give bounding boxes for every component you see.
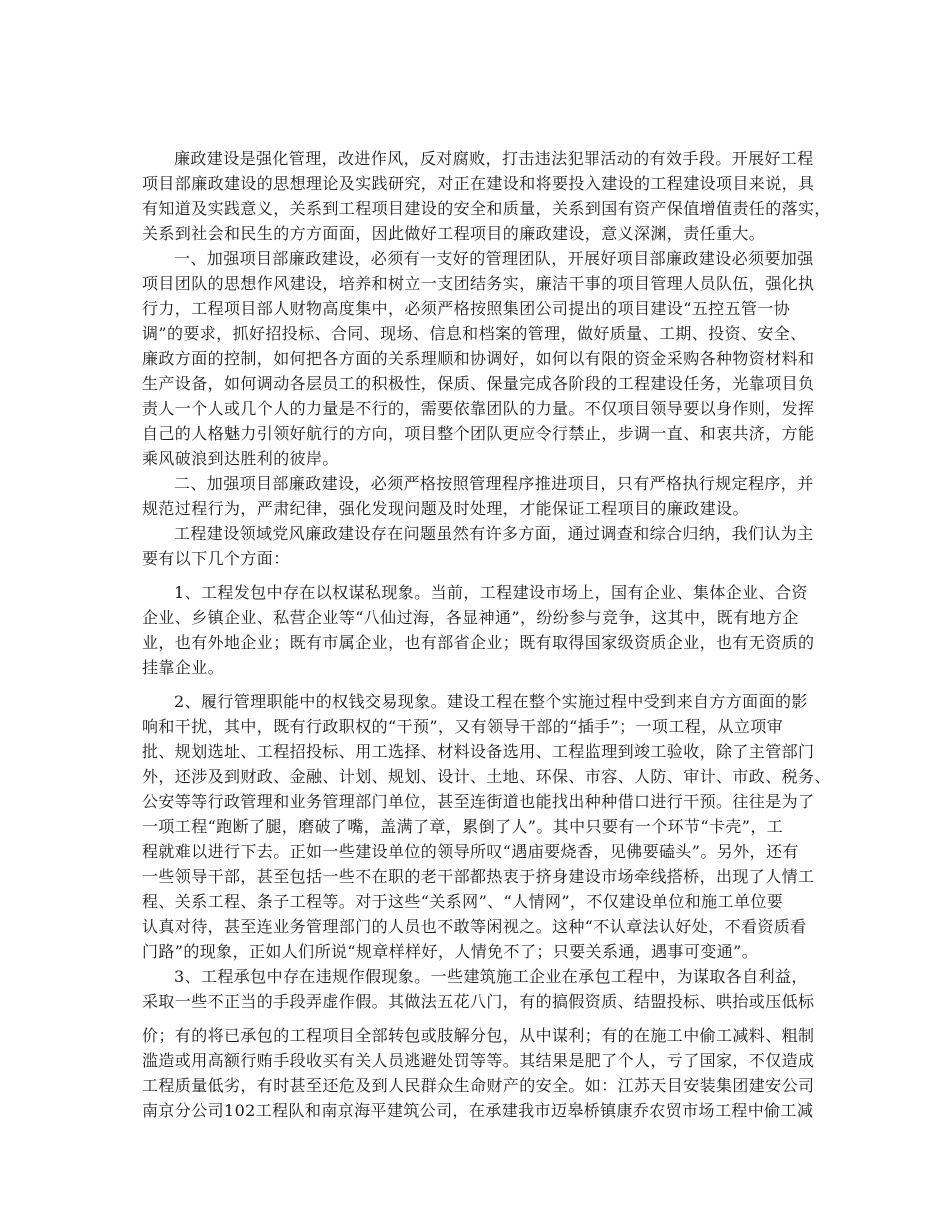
paragraph-line: 二、加强项目部廉政建设，必须严格按照管理程序推进项目，只有严格执行规定程序，并 bbox=[174, 474, 814, 493]
paragraph-line: 工程建设领域党风廉政建设存在问题虽然有许多方面，通过调查和综合归纳，我们认为主 bbox=[174, 524, 814, 543]
paragraph-line: 行力，工程项目部人财物高度集中，必须严格按照集团公司提出的项目建设“五控五管一协 bbox=[142, 299, 791, 318]
paragraph-line: 生产设备，如何调动各层员工的积极性，保质、保量完成各阶段的工程建设任务，光靠项目负 bbox=[142, 374, 815, 393]
paragraph-line: 滥造或用高额行贿手段收买有关人员逃避处罚等等。其结果是肥了个人，亏了国家，不仅造成 bbox=[142, 1051, 815, 1070]
paragraph-line: 项目团队的思想作风建设，培养和树立一支团结务实，廉洁干事的项目管理人员队伍，强化执 bbox=[142, 274, 815, 293]
paragraph-line: 采取一些不正当的手段弄虚作假。其做法五花八门，有的搞假资质、结盟投标、哄抬或压低标 bbox=[142, 992, 815, 1011]
paragraph-line: 规范过程行为，严肃纪律，强化发现问题及时处理，才能保证工程项目的廉政建设。 bbox=[142, 499, 749, 518]
paragraph-line: 外，还涉及到财政、金融、计划、规划、设计、土地、环保、市容、人防、审计、市政、税务、 bbox=[142, 767, 831, 786]
paragraph-line: 批、规划选址、工程招投标、用工选择、材料设备选用、工程监理到竣工验收，除了主管部门 bbox=[142, 742, 815, 761]
paragraph-line: 一些领导干部，甚至包括一些不在职的老干部都热衷于挤身建设市场牵线搭桥，出现了人情工 bbox=[142, 867, 815, 886]
paragraph-line: 响和干扰，其中，既有行政职权的“干预”，又有领导干部的“插手”；一项工程，从立项审 bbox=[142, 717, 784, 736]
paragraph-line: 公安等等行政管理和业务管理部门单位，甚至连街道也能找出种种借口进行干预。往往是为了 bbox=[142, 792, 815, 811]
paragraph-line: 廉政建设是强化管理，改进作风，反对腐败，打击违法犯罪活动的有效手段。开展好工程 bbox=[174, 149, 814, 168]
paragraph-line: 程、关系工程、条子工程等。对于这些“关系网”、“人情网”，不仅建设单位和施工单位要 bbox=[142, 892, 784, 911]
paragraph-line: 价；有的将已承包的工程项目全部转包或肢解分包，从中谋利；有的在施工中偷工减料、粗制 bbox=[142, 1026, 815, 1045]
paragraph-line: 挂靠企业。 bbox=[142, 658, 225, 677]
paragraph-line: 1、工程发包中存在以权谋私现象。当前，工程建设市场上，国有企业、集体企业、合资 bbox=[174, 583, 808, 602]
paragraph-line: 乘风破浪到达胜利的彼岸。 bbox=[142, 449, 339, 468]
paragraph-line: 调”的要求，抓好招投标、合同、现场、信息和档案的管理，做好质量、工期、投资、安全、 bbox=[142, 324, 807, 343]
paragraph-line: 要有以下几个方面： bbox=[142, 549, 290, 568]
paragraph-line: 3、工程承包中存在违规作假现象。一些建筑施工企业在承包工程中，为谋取各自利益， bbox=[174, 967, 808, 986]
paragraph-line: 业，也有外地企业；既有市属企业，也有部省企业；既有取得国家级资质企业，也有无资质的 bbox=[142, 633, 815, 652]
paragraph-line: 程就难以进行下去。正如一些建设单位的领导所叹“遇庙要烧香，见佛要磕头”。另外，还有 bbox=[142, 842, 799, 861]
paragraph-line: 企业、乡镇企业、私营企业等“八仙过海，各显神通”，纷纷参与竞争，这其中，既有地方企 bbox=[142, 608, 799, 627]
paragraph-line: 自己的人格魅力引领好航行的方向，项目整个团队更应令行禁止，步调一直、和衷共济，方能 bbox=[142, 424, 815, 443]
paragraph-line: 南京分公司102工程队和南京海平建筑公司，在承建我市迈皋桥镇康乔农贸市场工程中偷工减 bbox=[142, 1101, 814, 1120]
paragraph-line: 有知道及实践意义，关系到工程项目建设的安全和质量，关系到国有资产保值增值责任的落实， bbox=[142, 199, 831, 218]
paragraph-line: 项目部廉政建设的思想理论及实践研究，对正在建设和将要投入建设的工程建设项目来说，具 bbox=[142, 174, 815, 193]
paragraph-line: 责人一个人或几个人的力量是不行的，需要依靠团队的力量。不仅项目领导要以身作则，发挥 bbox=[142, 399, 815, 418]
paragraph-line: 工程质量低劣，有时甚至还危及到人民群众生命财产的安全。如：江苏天目安装集团建安公司 bbox=[142, 1076, 815, 1095]
paragraph-line: 一项工程“跑断了腿，磨破了嘴，盖满了章，累倒了人”。其中只要有一个环节“卡壳”，工 bbox=[142, 817, 784, 836]
paragraph-line: 一、加强项目部廉政建设，必须有一支好的管理团队，开展好项目部廉政建设必须要加强 bbox=[174, 249, 814, 268]
paragraph-line: 认真对待，甚至连业务管理部门的人员也不敢等闲视之。这种“不认章法认好处，不看资质看 bbox=[142, 917, 807, 936]
paragraph-line: 廉政方面的控制，如何把各方面的关系理顺和协调好，如何以有限的资金采购各种物资材料和 bbox=[142, 349, 815, 368]
paragraph-line: 门路”的现象，正如人们所说“规章样样好，人情免不了；只要关系通，遇事可变通”。 bbox=[142, 942, 759, 961]
paragraph-line: 关系到社会和民生的方方面面，因此做好工程项目的廉政建设，意义深渊，责任重大。 bbox=[142, 224, 766, 243]
paragraph-line: 2、履行管理职能中的权钱交易现象。建设工程在整个实施过程中受到来自方方面面的影 bbox=[174, 692, 808, 711]
